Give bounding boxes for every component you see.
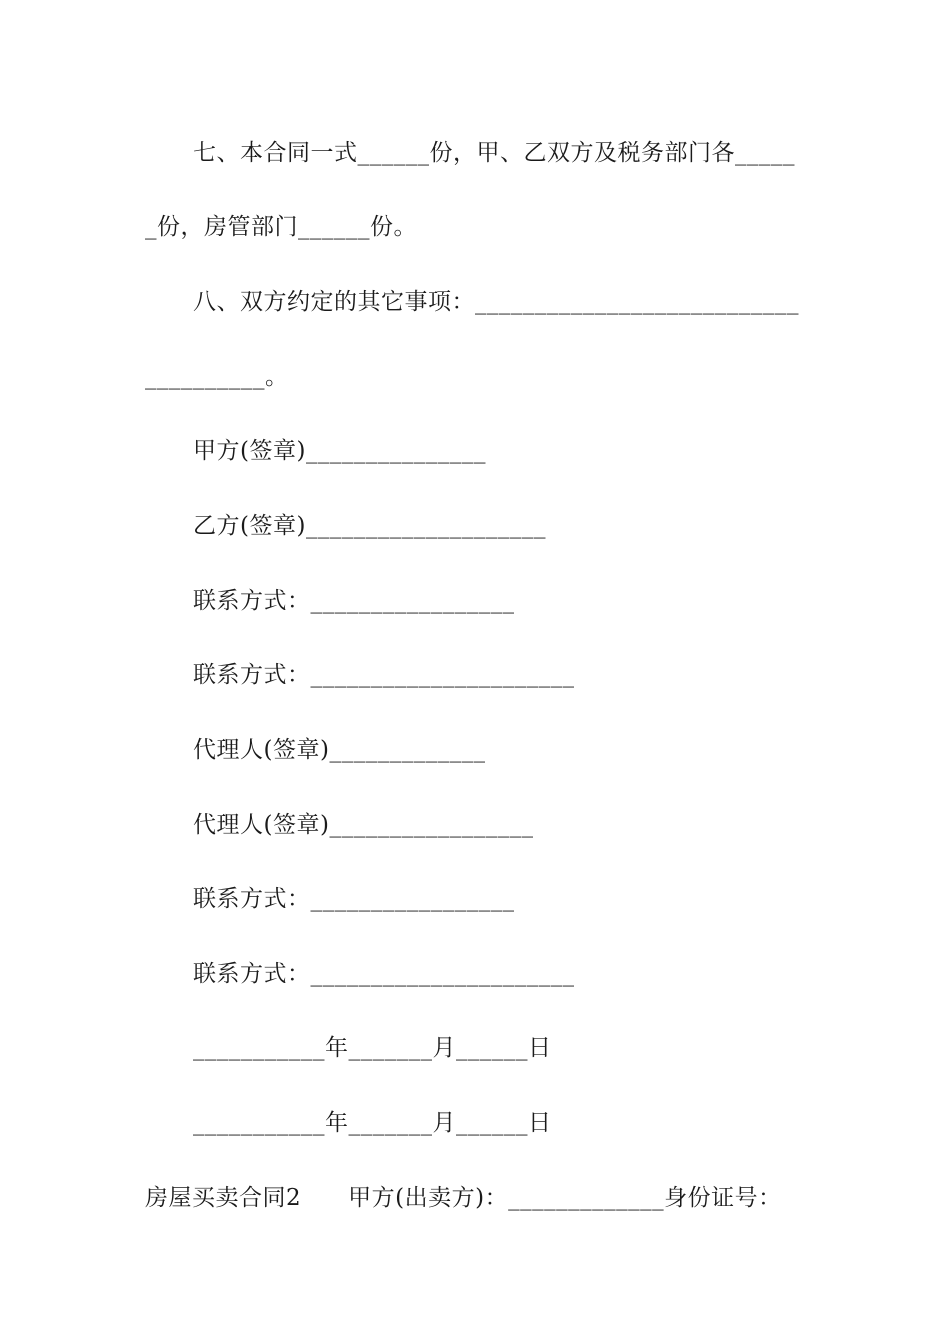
contact-line-1: 联系方式：_________________: [193, 588, 515, 614]
clause-seven-line-2: _份，房管部门______份。: [145, 214, 417, 240]
party-a-signature: 甲方(签章)_______________: [193, 438, 486, 464]
agent-signature-2: 代理人(签章)_________________: [193, 812, 534, 838]
date-line-2: ___________年_______月______日: [193, 1110, 552, 1136]
agent-signature-1: 代理人(签章)_____________: [193, 737, 486, 763]
date-line-1: ___________年_______月______日: [193, 1035, 552, 1061]
clause-eight-line-2: __________。: [145, 364, 289, 390]
contact-line-2: 联系方式：______________________: [193, 662, 575, 688]
contact-line-4: 联系方式：______________________: [193, 961, 575, 987]
party-b-signature: 乙方(签章)____________________: [193, 513, 546, 539]
contract-2-heading: 房屋买卖合同2 甲方(出卖方)：_____________身份证号：: [145, 1185, 782, 1211]
contact-line-3: 联系方式：_________________: [193, 886, 515, 912]
clause-seven-line-1: 七、本合同一式______份，甲、乙双方及税务部门各_____: [193, 140, 795, 166]
clause-eight-line-1: 八、双方约定的其它事项：___________________________: [193, 289, 799, 315]
